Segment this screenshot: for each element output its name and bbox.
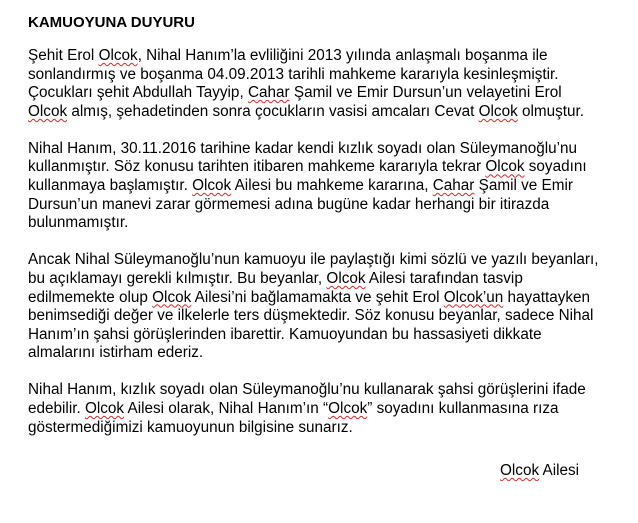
text-line [28, 103, 632, 122]
text-run: hayattayken [503, 288, 591, 306]
text-line [28, 84, 632, 103]
text-run: edebilir. [28, 400, 85, 417]
document-body [28, 47, 632, 437]
spellcheck-flagged-word: Olcok [478, 102, 518, 120]
text-run: Nihal Hanım, kızlık soyadı olan Süleymanoğlu’nu kullanarak şahsi görüşlerini ifade [28, 381, 586, 399]
text-run: Nihal Hanım, 30.11.2016 tarihine kadar kendi kızlık soyadı olan Süleymanoğlu’nu [28, 139, 578, 157]
document-page [28, 13, 632, 456]
text-line [28, 158, 632, 177]
text-run: Şamil ve Emir [474, 177, 573, 195]
text-line [28, 419, 632, 438]
text-run: edilmemekte olup [28, 288, 153, 306]
text-run: kullanmıştır. Söz konusu tarihten itibaren mahkeme kararıyla tekrar [28, 158, 486, 176]
text-line [28, 66, 632, 85]
spellcheck-flagged-word: Olcok [485, 158, 525, 176]
text-run: Dursun’un manevi zarar görmemesi adına bugüne kadar herhangi bir itirazda [28, 195, 550, 213]
text-line [28, 326, 632, 345]
text-run: Ailesi bu mahkeme kararına, [231, 177, 433, 195]
spellcheck-flagged-word: Olcok [326, 269, 366, 287]
text-run: Ancak Nihal Süleymanoğlu’nun kamuoyu ile paylaştığı kimi sözlü ve yazılı beyanları, [28, 251, 599, 269]
spellcheck-flagged-word: Olcok’un [443, 288, 504, 306]
text-run: benimsediği değer ve ilkelerle ters düşmektedir. Söz konusu beyanlar, sadece Nihal [28, 307, 594, 325]
signature [500, 462, 579, 481]
spellcheck-flagged-word: Olcok [192, 177, 232, 195]
text-line [28, 251, 632, 270]
text-line [28, 307, 632, 326]
spellcheck-flagged-word: Olcok [98, 47, 138, 64]
text-run: Ailesi tarafından tasvip [365, 269, 523, 287]
text-line [28, 177, 632, 196]
spellcheck-flagged-word: Olcok [152, 288, 192, 306]
text-run: ” soyadını kullanmasına rıza [367, 400, 559, 417]
text-run: , Nihal Hanım’la evliliğini 2013 yılında anlaşmalı boşanma ile [137, 47, 548, 64]
text-run: Hanım’ın şahsi görüşlerinden ibarettir. Kamuoyundan bu hassasiyeti dikkate [28, 325, 542, 343]
text-run: olmuştur. [517, 102, 585, 120]
text-run: soyadını [524, 158, 587, 176]
document-title: KAMUOYUNA DUYURU [28, 14, 195, 31]
spellcheck-flagged-word: Cahar [432, 177, 475, 195]
text-run: Şamil ve Emir Dursun’un velayetini Erol [289, 84, 562, 102]
text-line [28, 400, 632, 419]
text-run: Şehit Erol [28, 47, 99, 64]
text-run: bulunmamıştır. [28, 214, 129, 232]
text-run: Ailesi [539, 462, 580, 479]
paragraph [28, 47, 632, 121]
text-line [28, 381, 632, 400]
spellcheck-flagged-word: Cahar [247, 84, 290, 102]
text-line [28, 344, 632, 363]
spellcheck-flagged-word: Olcok [84, 400, 125, 417]
paragraph [28, 381, 632, 437]
paragraph [28, 140, 632, 233]
text-run: sonlandırmış ve boşanma 04.09.2013 tarihli mahkeme kararıyla kesinleşmiştir. [28, 65, 559, 83]
text-line [28, 196, 632, 215]
text-run: bu açıklamayı gerekli kılmıştır. Bu beyanlar, [28, 269, 327, 287]
spellcheck-flagged-word: Olcok [500, 462, 540, 479]
paragraph [28, 251, 632, 363]
text-run: Ailesi’ni bağlamamakta ve şehit Erol [191, 288, 444, 306]
text-run: Ailesi olarak, Nihal Hanım’ın “ [124, 400, 329, 417]
text-run: kullanmaya başlamıştır. [28, 177, 193, 195]
text-run: almış, şehadetinden sonra çocukların vasisi amcaları Cevat [67, 102, 479, 120]
spellcheck-flagged-word: Olcok [28, 102, 68, 120]
text-run: almalarını istirham ederiz. [28, 344, 204, 362]
text-line [28, 47, 632, 66]
text-run: göstermediğimizi kamuoyunun bilgisine sunarız. [28, 418, 353, 436]
text-line [28, 289, 632, 308]
text-line [28, 270, 632, 289]
text-run: Çocukları şehit Abdullah Tayyip, [28, 84, 248, 102]
text-line [28, 140, 632, 159]
spellcheck-flagged-word: Olcok [328, 400, 368, 417]
text-line [28, 214, 632, 233]
